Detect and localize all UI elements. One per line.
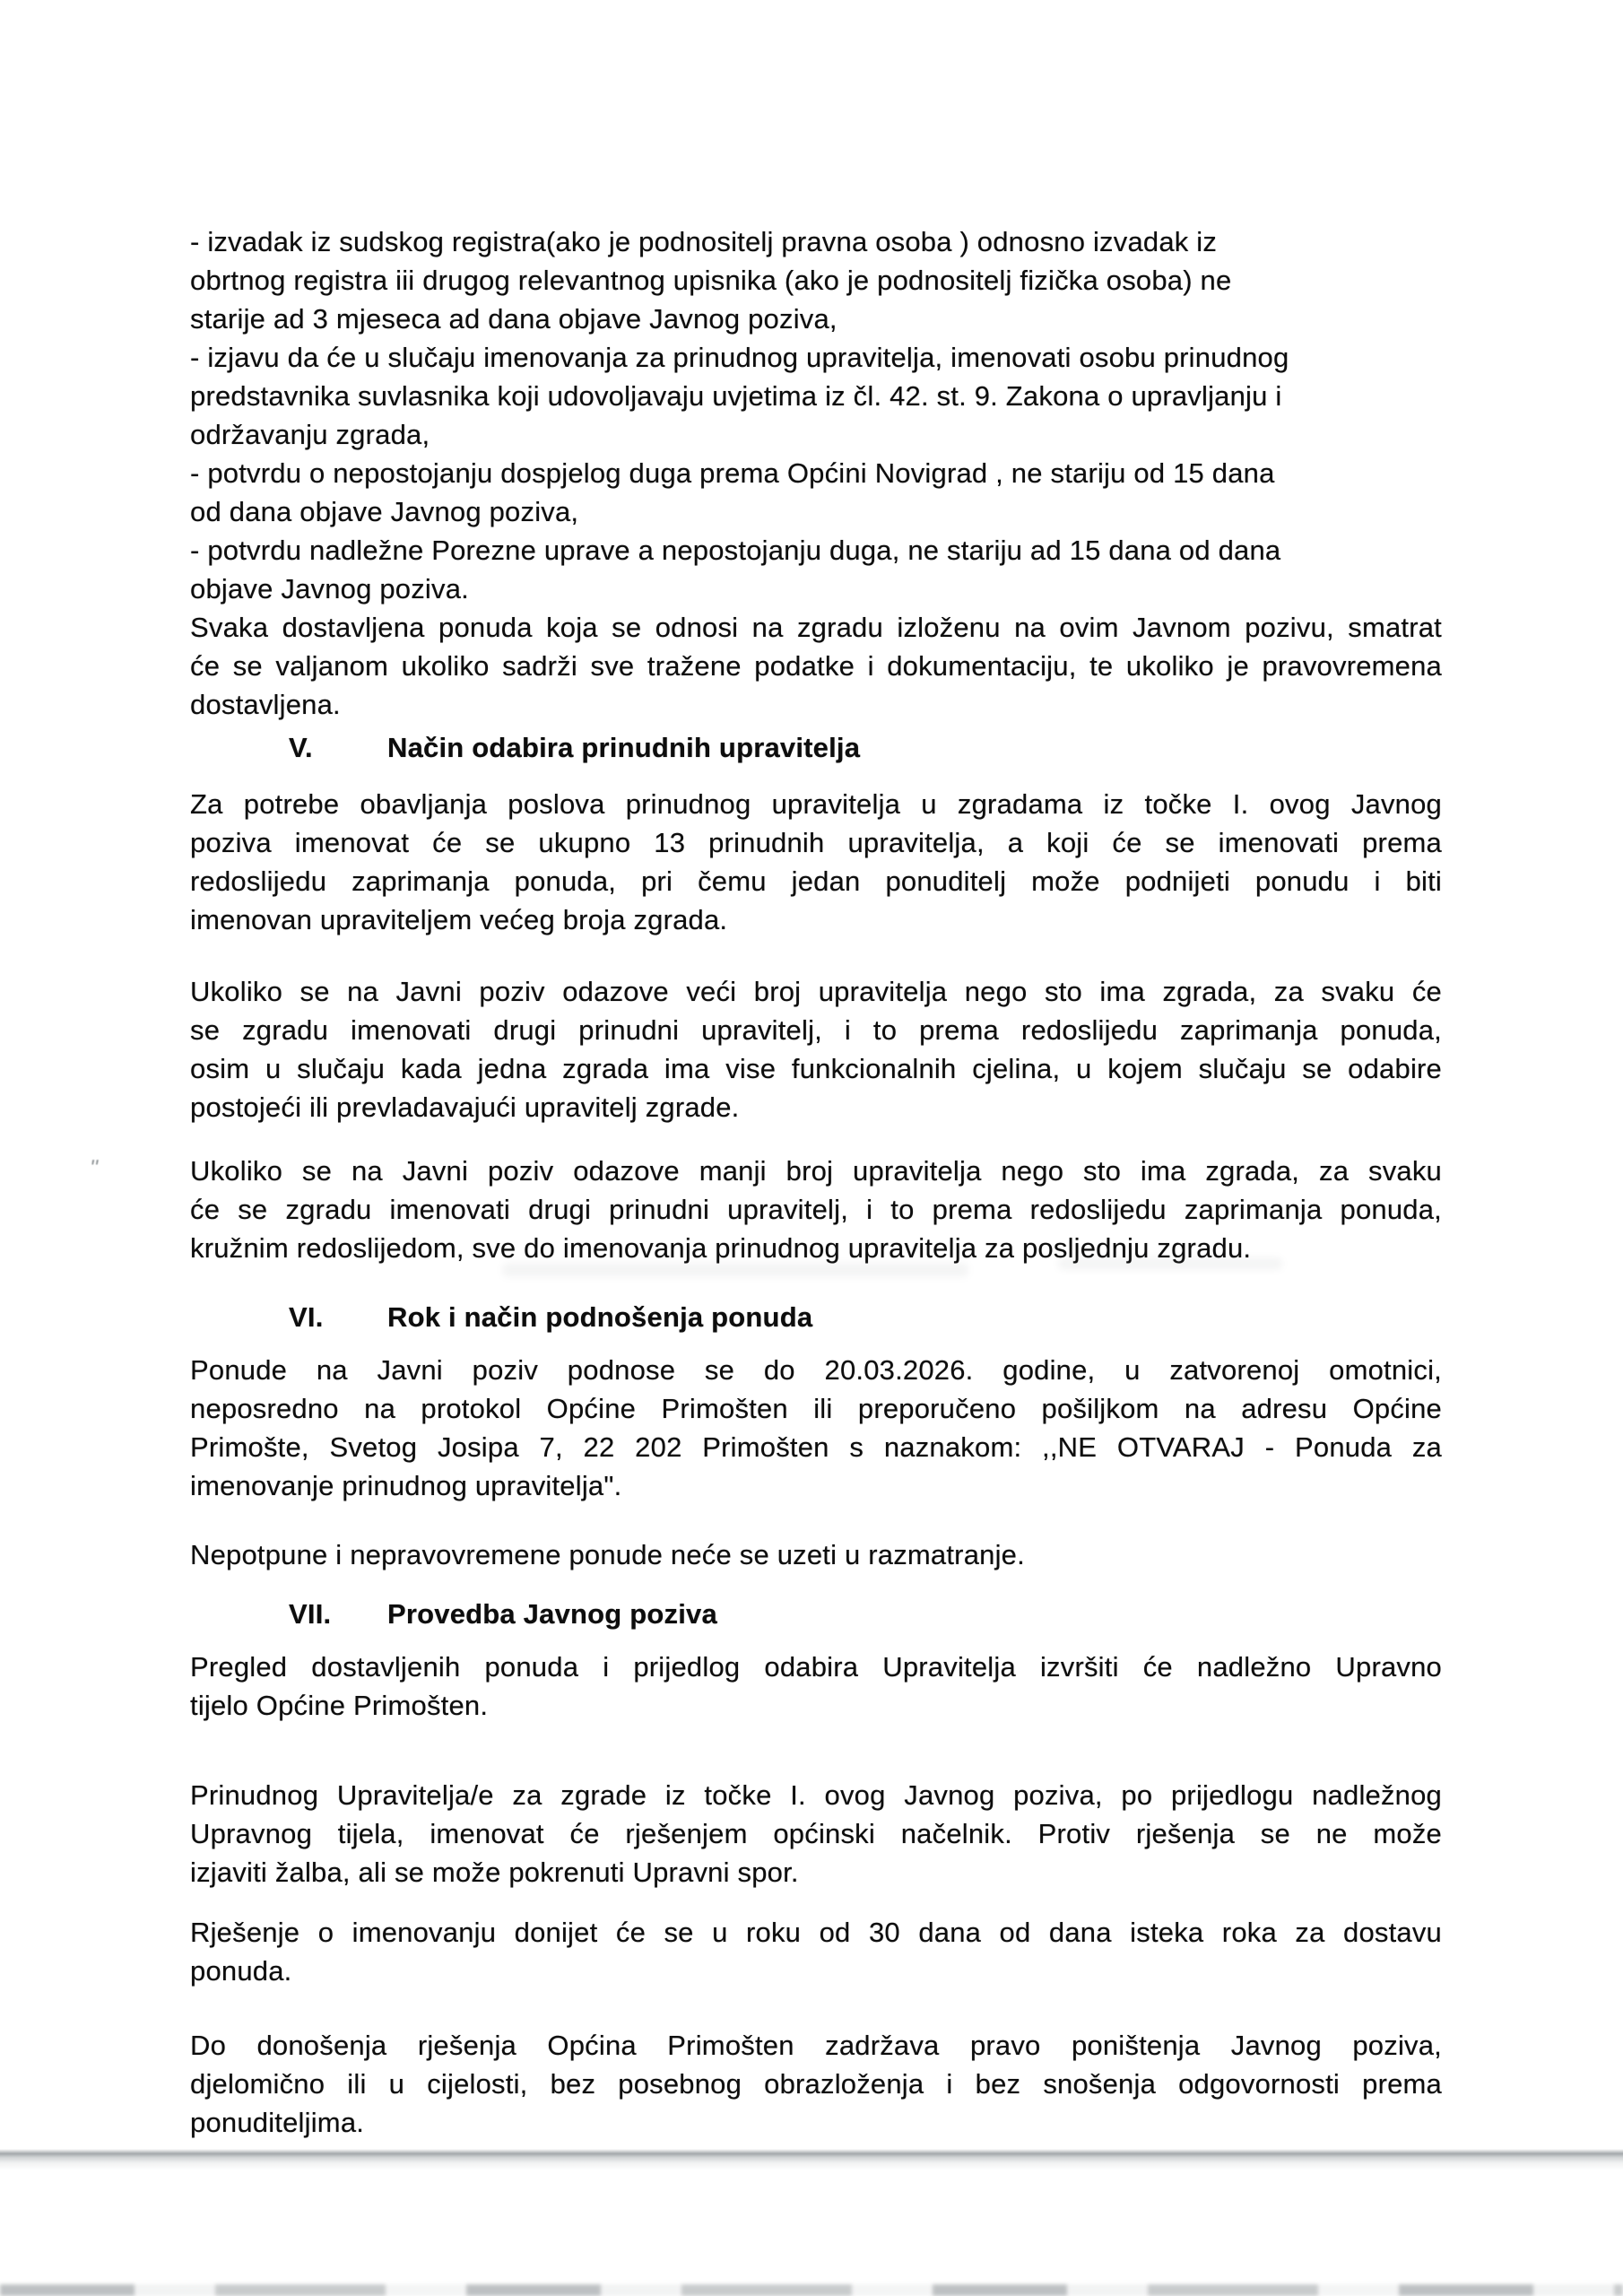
text-line: Rješenje o imenovanju donijet će se u roku od 30 dana od dana isteka roka za dostavu xyxy=(190,1917,1442,1948)
text-line: Nepotpune i nepravovremene ponude neće se uzeti u razmatranje. xyxy=(190,1539,1025,1570)
text-line: obrtnog registra iii drugog relevantnog upisnika (ako je podnositelj fizička osoba) ne xyxy=(190,265,1232,296)
scan-smudge-artifact xyxy=(502,1263,968,1277)
paragraph-cancellation xyxy=(190,2026,1442,2142)
section-numeral: V. xyxy=(289,732,313,763)
text-line: Ukoliko se na Javni poziv odazove manji broj upravitelja nego sto ima zgrada, za svaku xyxy=(190,1155,1442,1187)
paragraph-appointment xyxy=(190,1776,1442,1892)
paragraph-incomplete-offers xyxy=(190,1535,1442,1574)
paragraph-selection-method xyxy=(190,785,1442,939)
text-line: ponuditeljima. xyxy=(190,2107,365,2138)
text-line: Upravnog tijela, imenovat će rješenjem općinski načelnik. Protiv rješenja se ne može xyxy=(190,1818,1442,1849)
text-line: će se valjanom ukoliko sadrži sve tražene podatke i dokumentaciju, te ukoliko je pravovremena xyxy=(190,650,1442,682)
section-numeral: VII. xyxy=(289,1598,332,1630)
paragraph-deadline xyxy=(190,1351,1442,1505)
text-line: imenovanje prinudnog upravitelja". xyxy=(190,1470,622,1501)
text-line: Svaka dostavljena ponuda koja se odnosi na zgradu izloženu na ovim Javnom pozivu, smatrat xyxy=(190,612,1442,643)
text-line: Pregled dostavljenih ponuda i prijedlog odabira Upravitelja izvršiti će nadležno Upravno xyxy=(190,1651,1442,1683)
text-line: djelomično ili u cijelosti, bez posebnog obrazloženja i bez snošenja odgovornosti prema xyxy=(190,2068,1442,2100)
text-line: imenovan upraviteljem većeg broja zgrada. xyxy=(190,904,728,935)
text-line: se zgradu imenovati drugi prinudni upravitelj, i to prema redoslijedu zaprimanja ponuda, xyxy=(190,1014,1442,1046)
paragraph-more-managers xyxy=(190,972,1442,1126)
section-heading-vi xyxy=(289,1298,812,1336)
text-line: predstavnika suvlasnika koji udovoljavaju uvjetima iz čl. 42. st. 9. Zakona o upravljanju i xyxy=(190,380,1282,412)
text-line: postojeći ili prevladavajući upravitelj zgrade. xyxy=(190,1091,740,1123)
text-line: - izvadak iz sudskog registra(ako je podnositelj pravna osoba ) odnosno izvadak iz xyxy=(190,226,1218,257)
text-line: od dana objave Javnog poziva, xyxy=(190,496,579,527)
text-line: poziva imenovat će se ukupno 13 prinudnih upravitelja, a koji će se imenovati prema xyxy=(190,827,1442,858)
text-line: Za potrebe obavljanja poslova prinudnog upravitelja u zgradama iz točke I. ovog Javnog xyxy=(190,788,1442,820)
section-heading-vii xyxy=(289,1595,717,1633)
paragraph-review xyxy=(190,1648,1442,1725)
text-line: - izjavu da će u slučaju imenovanja za prinudnog upravitelja, imenovati osobu prinudnog xyxy=(190,342,1289,373)
text-line: će se zgradu imenovati drugi prinudni upravitelj, i to prema redoslijedu zaprimanja ponuda, xyxy=(190,1194,1442,1225)
text-line: - potvrdu o nepostojanju dospjelog duga prema Općini Novigrad , ne stariju od 15 dana xyxy=(190,457,1275,489)
text-line: izjaviti žalba, ali se može pokrenuti Upravni spor. xyxy=(190,1857,799,1888)
text-line: tijelo Općine Primošten. xyxy=(190,1690,489,1721)
text-line: Ukoliko se na Javni poziv odazove veći broj upravitelja nego sto ima zgrada, za svaku će xyxy=(190,976,1442,1007)
text-line: starije ad 3 mjeseca ad dana objave Javnog poziva, xyxy=(190,303,838,335)
text-line: Prinudnog Upravitelja/e za zgrade iz točke I. ovog Javnog poziva, po prijedlogu nadležnog xyxy=(190,1779,1442,1811)
section-numeral: VI. xyxy=(289,1301,324,1333)
text-line: Do donošenja rješenja Općina Primošten zadržava pravo poništenja Javnog poziva, xyxy=(190,2030,1442,2061)
section-title: Način odabira prinudnih upravitelja xyxy=(387,732,861,763)
scan-bottom-edge-artifact xyxy=(0,2284,1623,2296)
requirements-list xyxy=(190,222,1442,724)
paragraph-fewer-managers xyxy=(190,1152,1442,1267)
section-title: Provedba Javnog poziva xyxy=(387,1598,717,1630)
scan-speck-artifact: ʹʹ xyxy=(90,1156,99,1180)
text-line: ponuda. xyxy=(190,1955,292,1987)
paragraph-decision-term xyxy=(190,1913,1442,1990)
scan-smudge-artifact xyxy=(1058,1257,1282,1270)
section-title: Rok i način podnošenja ponuda xyxy=(387,1301,813,1333)
text-line: kružnim redoslijedom, sve do imenovanja prinudnog upravitelja za posljednju zgradu. xyxy=(190,1232,1252,1264)
text-line: osim u slučaju kada jedna zgrada ima vise funkcionalnih cjelina, u kojem slučaju se odabire xyxy=(190,1053,1442,1084)
scan-band-artifact xyxy=(0,2149,1623,2170)
text-line: - potvrdu nadležne Porezne uprave a nepostojanju duga, ne stariju ad 15 dana od dana xyxy=(190,535,1281,566)
section-heading-v xyxy=(289,728,860,767)
text-line: objave Javnog poziva. xyxy=(190,573,469,604)
text-line: Ponude na Javni poziv podnose se do 20.03.2026. godine, u zatvorenoj omotnici, xyxy=(190,1354,1442,1386)
text-line: dostavljena. xyxy=(190,689,341,720)
text-line: održavanju zgrada, xyxy=(190,419,430,450)
text-line: Primošte, Svetog Josipa 7, 22 202 Primošten s naznakom: ,,NE OTVARAJ - Ponuda za xyxy=(190,1431,1442,1463)
text-line: neposredno na protokol Općine Primošten ili preporučeno pošiljkom na adresu Općine xyxy=(190,1393,1442,1424)
text-line: redoslijedu zaprimanja ponuda, pri čemu jedan ponuditelj može podnijeti ponudu i biti xyxy=(190,865,1442,897)
